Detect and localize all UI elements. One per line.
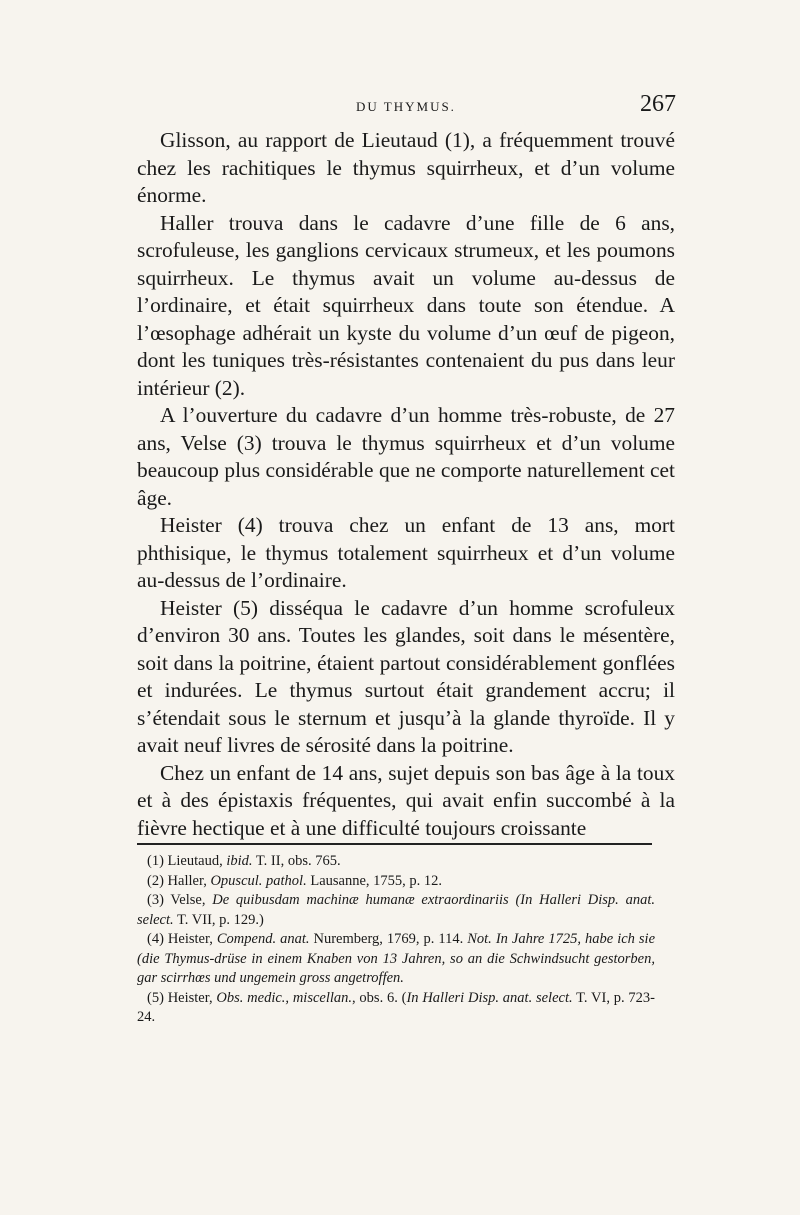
footnote-italic: Not. In Jahre 1725, habe ich sie (die Thymus-drüse in einem Knaben von 13 Jahren, so an die Schwindsucht gestorben, gar scirrhœs und ungemein gross angetroffen. <box>137 931 656 986</box>
footnote-number: (2) <box>147 872 164 889</box>
footnote-number: (1) <box>147 853 164 869</box>
footnote-4 <box>137 930 655 989</box>
body-text <box>137 127 675 842</box>
paragraph-velse: A l’ouverture du cadavre d’un homme très-robuste, de 27 ans, Velse (3) trouva le thymus squirrheux et d’un volume beaucoup plus considérable que ne comporte naturellement cet âge. <box>137 403 675 510</box>
page-number: 267 <box>640 91 676 117</box>
footnote-text: Haller, <box>163 872 211 889</box>
footnote-italic: Obs. medic., miscellan. <box>216 989 353 1006</box>
footnote-1 <box>137 852 655 872</box>
footnote-italic: ibid. <box>226 853 253 869</box>
footnote-italic: De quibusdam machinæ humanæ extraordinariis (In Halleri Disp. anat. select. <box>137 892 655 928</box>
footnote-text: Heister, <box>163 989 217 1006</box>
paragraph-haller: Haller trouva dans le cadavre d’une fille de 6 ans, scrofuleuse, les ganglions cervicaux strumeux, et les poumons squirrheux. Le thymus avait un volume au-dessus de l’ordinaire, et était squirrheux dans toute son étendue. A l’œsophage adhérait un kyste du volume d’un œuf de pigeon, dont les tuniques très-résistantes contenaient du pus dans leur intérieur (2). <box>137 210 675 400</box>
paragraph-heister-5: Heister (5) disséqua le cadavre d’un homme scrofuleux d’environ 30 ans. Toutes les glandes, soit dans le mésentère, soit dans la poitrine, étaient partout considérablement gonflées et indurées. Le thymus surtout était grandement accru; il s’étendait sous le sternum et jusqu’à la glande thyroïde. Il y avait neuf livres de sérosité dans la poitrine. <box>137 595 675 757</box>
footnote-italic: Opuscul. pathol. <box>210 872 307 889</box>
running-head <box>136 93 676 123</box>
footnote-text: T. II, obs. 765. <box>252 853 341 869</box>
footnote-italic: In Halleri Disp. anat. select. <box>406 989 573 1006</box>
footnote-text: T. VII, p. 129.) <box>173 911 264 928</box>
paragraph-enfant-14: Chez un enfant de 14 ans, sujet depuis son bas âge à la toux et à des épistaxis fréquentes, qui avait enfin succombé à la fièvre hectique et à une difficulté toujours croissante <box>137 760 675 840</box>
footnote-italic: Compend. anat. <box>216 931 310 947</box>
footnote-rule <box>137 843 652 845</box>
footnotes <box>137 852 655 1028</box>
paragraph-heister-4: Heister (4) trouva chez un enfant de 13 ans, mort phthisique, le thymus totalement squirrheux et d’un volume au-dessus de l’ordinaire. <box>137 513 675 592</box>
paragraph-glisson: Glisson, au rapport de Lieutaud (1), a fréquemment trouvé chez les rachitiques le thymus squirrheux, et d’un volume énorme. <box>137 128 675 207</box>
footnote-text: T. VI, p. 723-24. <box>137 989 655 1025</box>
footnote-number: (4) <box>147 931 164 947</box>
footnote-number: (5) <box>147 989 164 1006</box>
footnote-text: Lieutaud, <box>163 853 227 869</box>
running-title: DU THYMUS. <box>356 99 456 114</box>
footnote-text: Heister, <box>163 931 217 947</box>
footnote-text: Lausanne, 1755, p. 12. <box>306 872 443 889</box>
footnote-text: , obs. 6. ( <box>352 989 407 1006</box>
footnote-3 <box>137 891 655 930</box>
footnote-number: (3) <box>147 892 164 908</box>
footnote-2 <box>137 872 655 892</box>
footnote-text: Nuremberg, 1769, p. 114. <box>309 931 468 947</box>
footnote-text: Velse, <box>163 892 213 908</box>
footnote-5 <box>137 989 655 1028</box>
